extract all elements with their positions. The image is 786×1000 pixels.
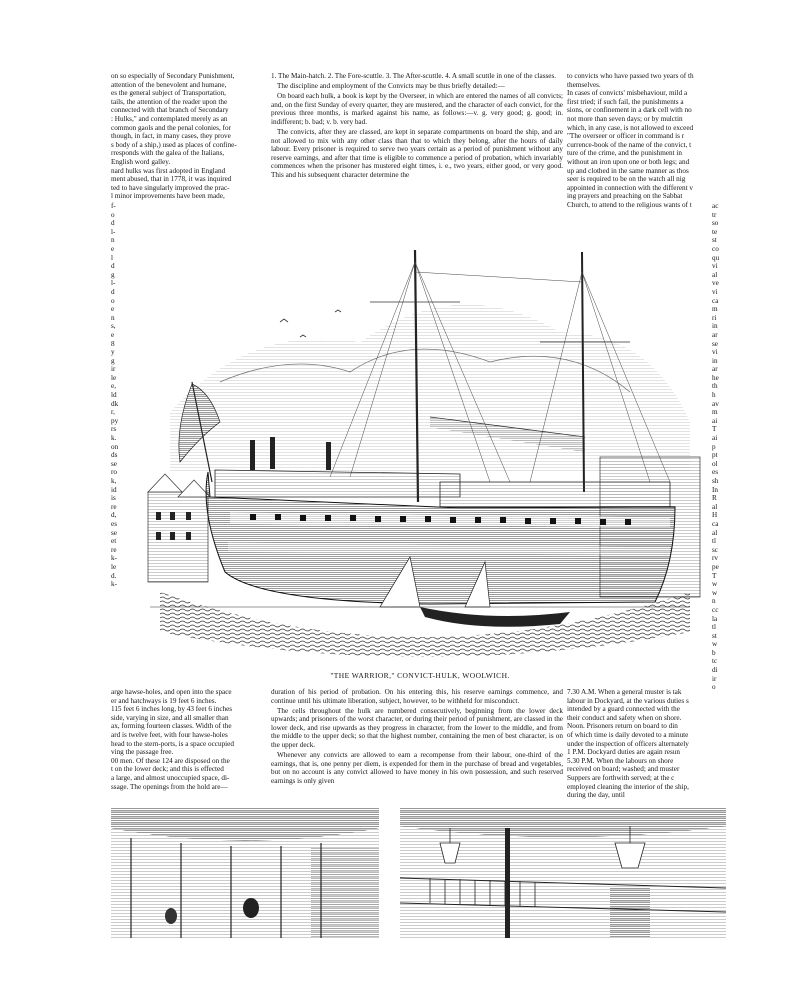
sliver-fragment: f- [111, 202, 116, 210]
paragraph: up and clothed in the same manner as thos [567, 166, 689, 175]
paragraph: ment abused, that in 1778, it was inquired [111, 175, 232, 184]
paragraph: not more than seven days; or by mulctin [567, 114, 683, 123]
sliver-fragment: di [712, 666, 718, 675]
sliver-fragment: tl [712, 623, 716, 632]
sliver-fragment: se [111, 459, 117, 468]
sliver-fragment: H [712, 511, 718, 520]
sliver-fragment: al [712, 270, 718, 279]
sliver-fragment: tl [712, 537, 716, 546]
sliver-fragment: es [111, 519, 117, 528]
sliver-fragment: e, [111, 382, 116, 391]
sliver-fragment: vi [712, 348, 718, 357]
sliver-fragment: se [712, 339, 718, 348]
paragraph: arge hawse-holes, and open into the space [111, 688, 232, 696]
sliver-fragment: ai [712, 416, 718, 425]
sliver-fragment: ca [712, 519, 719, 528]
sliver-fragment: ca [712, 296, 719, 305]
paragraph: s body of a ship,) used as places of confine- [111, 140, 237, 149]
sliver-fragment: b [712, 648, 716, 657]
sliver-fragment: ve [712, 279, 719, 288]
paragraph: 115 feet 6 inches long, by 43 feet 6 inches [111, 705, 233, 714]
sliver-fragment: p [712, 442, 716, 451]
paragraph: er and hatchways is 19 feet 6 inches. [111, 696, 217, 705]
paragraph: rresponds with the galea of the Italians, [111, 149, 225, 158]
sliver-fragment: qu [712, 253, 720, 262]
paragraph: ing prayers and preaching on the Sabbat [567, 192, 683, 201]
sliver-fragment: ar [712, 365, 718, 374]
paragraph: of which time is daily devoted to a minute [567, 730, 689, 739]
paragraph: English word galley. [111, 157, 171, 166]
sliver-fragment: vi [712, 287, 718, 296]
paragraph: duration of his period of probation. On his entering this, his reserve earnings commence, and continue until his ultimate liberation, subject, however, to be withheld for misconduct. [271, 688, 563, 705]
sliver-fragment: k- [111, 580, 117, 589]
paragraph: The cells throughout the hulk are numbered consecutively, beginning from the lower deck upwards; and prisoners of the worst character, or during their period of punishment, are classed in the lower deck, and rise upwards as they progress in character, from the lower to the middle, and from the middle to the upper deck; so that the highest number, containing the men of best character, is on the upper deck. [271, 706, 563, 750]
sliver-fragment: ds [111, 451, 118, 460]
paragraph: first tried; if such fail, the punishments a [567, 97, 684, 106]
paragraph: 00 men. Of these 124 are disposed on the [111, 756, 230, 765]
text-column-center-top [271, 72, 563, 205]
sliver-fragment: re [111, 545, 117, 554]
paragraph: ted to have singularly improved the prac- [111, 183, 230, 192]
paragraph: employed cleaning the interior of the ship, [567, 782, 689, 791]
sliver-fragment: o [111, 296, 115, 305]
sliver-fragment: sc [712, 545, 718, 554]
paragraph: t on the lower deck; and this is effected [111, 765, 224, 774]
sliver-fragment: et [111, 537, 117, 546]
paragraph: Noon. Prisoners return on board to din [567, 722, 678, 731]
paragraph: appointed in connection with the different v [567, 183, 694, 192]
sliver-fragment: id [111, 485, 117, 494]
paragraph: sions, or confinement in a dark cell with no [567, 106, 692, 115]
sliver-fragment: ro [111, 468, 117, 477]
sliver-fragment: al [712, 528, 718, 537]
sliver-fragment: te [712, 227, 718, 236]
sliver-fragment: le [111, 562, 117, 571]
paragraph: on so especially of Secondary Punishment, [111, 72, 235, 80]
sliver-fragment: y [111, 348, 115, 357]
sliver-fragment: w [712, 588, 718, 597]
sliver-fragment: st [712, 236, 717, 245]
sliver-fragment: ld [111, 391, 117, 400]
paragraph: under the inspection of officers alternately [567, 739, 689, 748]
sliver-fragment: rv [712, 554, 718, 563]
paragraph: their conduct and safety when on shore. [567, 713, 682, 722]
text-column-right-top [567, 72, 727, 209]
paragraph: Suppers are forthwith served; at the c [567, 773, 675, 782]
sliver-fragment: py [111, 416, 119, 425]
paragraph: without an iron upon one or both legs; and [567, 157, 690, 166]
paragraph: 5.30 P.M. When the labours on shore [567, 756, 674, 765]
sliver-fragment: In [712, 485, 718, 494]
paragraph: seer is required to be on the watch all nig [567, 175, 686, 184]
paragraph: 1. The Main-hatch. 2. The Fore-scuttle. 3. The After-scuttle. 4. A small scuttle in one of the classes. [271, 72, 557, 80]
paragraph: attention of the benevolent and humane, [111, 80, 227, 89]
sliver-fragment: so [712, 219, 719, 228]
engraving-caption: "THE WARRIOR," CONVICT-HULK, WOOLWICH. [330, 671, 510, 680]
paragraph: themselves. [567, 80, 601, 89]
sliver-fragment: vi [712, 262, 718, 271]
sliver-fragment: l- [111, 279, 116, 288]
sliver-fragment: d [111, 262, 115, 271]
paragraph: labour in Dockyard, at the various duties s [567, 696, 689, 705]
paragraph: "The overseer or officer in command is r [567, 132, 685, 141]
sliver-fragment: w [712, 580, 718, 589]
sliver-fragment: l- [111, 227, 116, 236]
paragraph: ard is twelve feet, with four hawse-holes [111, 730, 228, 739]
sliver-fragment: n [712, 597, 716, 606]
paragraph: currence-book of the name of the convict, t [567, 140, 692, 149]
paragraph: In cases of convicts' misbehaviour, mild a [567, 89, 688, 98]
sliver-fragment: n [111, 236, 115, 245]
paragraph: es the general subject of Transportation, [111, 89, 226, 98]
sliver-fragment: es [712, 468, 718, 477]
sliver-fragment: s, [111, 322, 116, 331]
sliver-fragment: th [712, 382, 718, 391]
sliver-fragment: l [111, 253, 113, 262]
sliver-fragment: h [712, 391, 716, 400]
paragraph: common gaols and the penal colonies, for [111, 123, 231, 132]
sliver-fragment: ar [712, 330, 718, 339]
sliver-fragment: pe [712, 562, 719, 571]
text-sliver-left [111, 202, 125, 688]
paragraph: side, varying in size, and all smaller than [111, 713, 229, 722]
paragraph: which, in any case, is not allowed to exceed [567, 123, 694, 132]
sliver-fragment: k. [111, 434, 117, 443]
paragraph: On board each hulk, a book is kept by the Overseer, in which are entered the names of all convicts; and, on the first Sunday of every quarter, they are mustered, and the character of each convict, for the previous three months, is marked against his name, as follows:—v. g. very good; g. good; in. indifferent; b. bad; v. b. very bad. [271, 92, 563, 126]
sliver-fragment: e [111, 305, 115, 314]
text-column-left-bottom [111, 688, 263, 800]
sliver-fragment: d [111, 219, 115, 228]
sliver-fragment: m [712, 408, 718, 417]
sliver-fragment: dk [111, 399, 119, 408]
sliver-fragment: ai [712, 434, 718, 443]
paragraph: connected with that branch of Secondary [111, 106, 229, 115]
paragraph: ture of the crime, and the punishment in [567, 149, 682, 158]
sliver-fragment: st [712, 631, 717, 640]
paragraph: nard hulks was first adopted in England [111, 166, 226, 175]
paragraph: a large, and almost unoccupied space, di- [111, 773, 230, 782]
sliver-fragment: g [111, 270, 115, 279]
paragraph: l minor improvements have been made, [111, 192, 225, 201]
text-column-right-bottom [567, 688, 727, 800]
paragraph: The convicts, after they are classed, are kept in separate compartments on board the ship, and are not allowed to mix with any other class than that to which they belong, after the hours of daily labour. Every prisoner is required to serve two years certain as a period of punishment without any reserve earnings, and after that time is eligible to commence a period of probation, which invariably commences when the prisoner has mustered eight times, i. e., two years, either good, or very good. This and his subsequent character determine the [271, 128, 563, 180]
sliver-fragment: on [111, 442, 119, 451]
sliver-fragment: d [111, 287, 115, 296]
sliver-fragment: k, [111, 477, 117, 485]
sliver-fragment: e [111, 330, 115, 339]
paragraph: The discipline and employment of the Convicts may be thus briefly detailed:— [277, 82, 505, 91]
sliver-fragment: sh [712, 477, 719, 485]
paragraph: ax, forming fourteen classes. Width of the [111, 722, 232, 731]
paragraph: received on board; washed; and muster [567, 765, 680, 774]
text-column-left-top [111, 72, 263, 202]
sliver-fragment: r, [111, 408, 115, 417]
text-column-center-bottom [271, 688, 563, 800]
hulk-interior-engraving [111, 808, 379, 938]
sliver-fragment: T [712, 571, 717, 580]
sliver-fragment: w [712, 640, 718, 649]
paragraph: to convicts who have passed two years of th [567, 72, 694, 80]
paragraph: head to the stern-ports, is a space occupied [111, 739, 234, 748]
sliver-fragment: T [712, 425, 717, 434]
paragraph: 7.30 A.M. When a general muster is tak [567, 688, 682, 696]
sliver-fragment: ac [712, 202, 719, 210]
sliver-fragment: ir [712, 674, 717, 683]
sliver-fragment: la [712, 614, 718, 623]
sliver-fragment: he [712, 373, 719, 382]
paragraph: Whenever any convicts are allowed to earn a recompense from their labour, one-third of the earnings, that is, one penny per diem, is expended for them in the purchase of bread and vegetables, but on no account is any convict allowed to have money in his own possession, and such reserved earnings is only given [271, 751, 563, 785]
sliver-fragment: av [712, 399, 719, 408]
paragraph: tails, the attention of the reader upon the [111, 97, 228, 106]
paragraph: during the day, until [567, 791, 625, 800]
paragraph: ving the passage free. [111, 748, 174, 757]
sliver-fragment: in [712, 322, 718, 331]
sliver-fragment: co [712, 244, 719, 253]
sliver-fragment: 8 [111, 339, 115, 348]
convict-hulk-engraving [130, 212, 708, 667]
sliver-fragment: ol [712, 459, 718, 468]
sliver-fragment: pt [712, 451, 718, 460]
sliver-fragment: tc [712, 657, 718, 666]
sliver-fragment: tr [712, 210, 717, 219]
paragraph: intended by a guard connected with the [567, 705, 680, 714]
paragraph: Church, to attend to the religious wants of t [567, 200, 692, 209]
sliver-fragment: R [712, 494, 717, 503]
sliver-fragment: o [712, 683, 716, 692]
sliver-fragment: ri [712, 313, 717, 322]
paragraph: ssage. The openings from the hold are— [111, 782, 228, 791]
sliver-fragment: in [712, 356, 718, 365]
text-sliver-right [712, 202, 728, 702]
sliver-fragment: e [111, 244, 115, 253]
sliver-fragment: k- [111, 554, 117, 563]
sliver-fragment: o [111, 210, 115, 219]
paragraph: : Hulks," and contemplated merely as an [111, 114, 228, 123]
sliver-fragment: rs [111, 425, 117, 434]
sliver-fragment: is [111, 494, 116, 503]
sliver-fragment: al [712, 502, 718, 511]
sliver-fragment: re [111, 502, 117, 511]
sliver-fragment: d. [111, 571, 117, 580]
sliver-fragment: n [111, 313, 115, 322]
sliver-fragment: se [111, 528, 117, 537]
paragraph: 1 P.M. Dockyard duties are again resun [567, 748, 680, 757]
paragraph: though, in fact, in many cases, they prove [111, 132, 231, 141]
sliver-fragment: g [111, 356, 115, 365]
sliver-fragment: le [111, 373, 117, 382]
sliver-fragment: m [712, 305, 718, 314]
sliver-fragment: d, [111, 511, 117, 520]
hulk-chapel-engraving [400, 808, 726, 938]
sliver-fragment: ir [111, 365, 116, 374]
sliver-fragment: cc [712, 605, 719, 614]
